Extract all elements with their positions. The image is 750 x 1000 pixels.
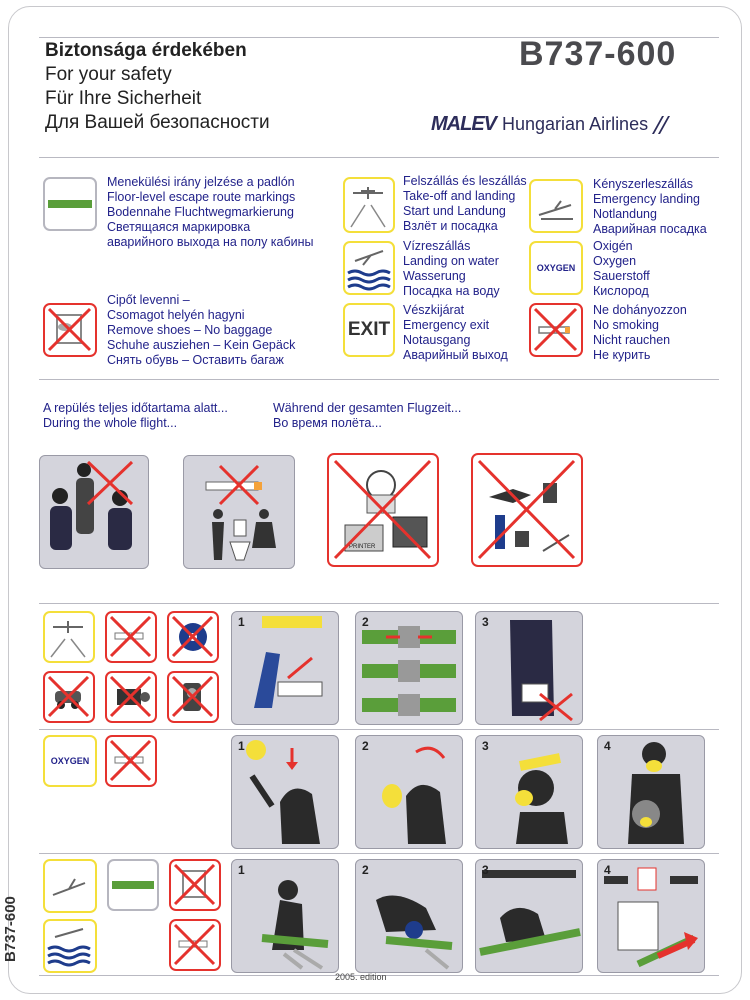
no-camcorder-icon	[105, 671, 157, 723]
no-smoking-lavatory-panel	[183, 455, 295, 569]
title-russian: Для Вашей безопасности	[45, 112, 270, 133]
flight-notice-left: A repülés teljes időtartama alatt... During the whole flight...	[43, 401, 228, 430]
title-german: Für Ihre Sicherheit	[45, 88, 202, 109]
remove-shoes-icon	[43, 303, 97, 357]
step-number: 2	[362, 615, 369, 629]
legend-emergency-text: Kényszerleszállás Emergency landing Notlandung Аварийная посадка	[593, 177, 707, 236]
title-block	[45, 39, 270, 135]
printer-label: PRINTER	[349, 544, 376, 550]
no-toy-car-icon	[43, 671, 95, 723]
flight-notice-right: Während der gesamten Flugzeit... Во время полёта...	[273, 401, 462, 430]
step-number: 4	[604, 739, 611, 753]
emergency-landing-small-icon	[43, 859, 97, 913]
step-number: 2	[362, 739, 369, 753]
no-mobile-devices-panel	[471, 453, 583, 567]
legend-floor-text: Menekülési irány jelzése a padlón Floor-level escape route markings Bodennahe Fluchtwegmarkierung Светящаяся маркировка аварийного выхода на полу кабины	[107, 175, 314, 249]
water-landing-small-icon	[43, 919, 97, 973]
exit-sign-icon: EXIT	[343, 303, 395, 357]
no-smoking-cabin-panel	[39, 455, 149, 569]
row2-rule	[39, 853, 719, 854]
legend-nosmoking-text: Ne dohányozzon No smoking Nicht rauchen Не курить	[593, 303, 687, 362]
no-smoking-icon	[529, 303, 583, 357]
seatbelt-fasten-panel	[355, 611, 463, 725]
flight-rule	[39, 603, 719, 604]
edition-label: 2005. edition	[335, 972, 387, 982]
exit-direction-panel	[597, 859, 705, 973]
tray-table-panel	[475, 611, 583, 725]
brace-lean-forward-panel	[355, 859, 463, 973]
title-english: For your safety	[45, 64, 172, 85]
no-electronics-panel	[327, 453, 439, 567]
malev-logo: MALEV	[431, 113, 496, 135]
tail-stripes-icon	[648, 114, 672, 136]
oxygen-mask-help-child-panel	[597, 735, 705, 849]
airline-name: Hungarian Airlines	[502, 114, 649, 134]
oxygen-small-icon: OXYGEN	[43, 735, 97, 787]
floor-marking-small-icon	[107, 859, 159, 911]
safety-card	[8, 6, 742, 994]
oxygen-mask-place-panel	[475, 735, 583, 849]
header-rule	[39, 157, 719, 158]
remove-shoes-small-icon	[169, 859, 221, 911]
step-number: 1	[238, 615, 245, 629]
aircraft-model: B737-600	[519, 35, 677, 73]
legend-takeoff-text: Felszállás és leszállás Take-off and landing Start und Landung Взлёт и посадка	[403, 174, 527, 233]
legend-oxygen-text: Oxigén Oxygen Sauerstoff Кислород	[593, 239, 650, 298]
escape-path-panel	[475, 859, 583, 973]
step-number: 3	[482, 863, 489, 877]
step-number: 2	[362, 863, 369, 877]
oxygen-mask-drop-panel	[231, 735, 339, 849]
no-smoking-brace-icon	[169, 919, 221, 971]
step-number: 3	[482, 615, 489, 629]
title-hungarian: Biztonsága érdekében	[45, 40, 247, 61]
floor-marking-icon	[43, 177, 97, 231]
legend-shoes-text: Cipőt levenni – Csomagot helyén hagyni Remove shoes – No baggage Schuhe ausziehen – Kein Gepäck Снять обувь – Оставить багаж	[107, 293, 296, 367]
water-landing-icon	[343, 241, 395, 295]
takeoff-small-icon	[43, 611, 95, 663]
step-number: 4	[604, 863, 611, 877]
legend-rule	[39, 379, 719, 380]
step-number: 1	[238, 739, 245, 753]
no-radio-icon	[167, 671, 219, 723]
brace-position-panel	[231, 859, 339, 973]
oxygen-icon: OXYGEN	[529, 241, 583, 295]
no-smoking-oxygen-icon	[105, 735, 157, 787]
seat-upright-panel	[231, 611, 339, 725]
oxygen-mask-pull-panel	[355, 735, 463, 849]
row1-rule	[39, 729, 719, 730]
legend-exit-text: Vészkijárat Emergency exit Notausgang Аварийный выход	[403, 303, 508, 362]
airline-brand	[431, 113, 672, 136]
emergency-landing-icon	[529, 179, 583, 233]
no-smoking-small-icon	[105, 611, 157, 663]
takeoff-landing-icon	[343, 177, 395, 233]
step-number: 3	[482, 739, 489, 753]
legend-water-text: Vízreszállás Landing on water Wasserung Посадка на воду	[403, 239, 500, 298]
no-cd-player-icon	[167, 611, 219, 663]
side-model-label: B737-600	[2, 896, 19, 962]
step-number: 1	[238, 863, 245, 877]
